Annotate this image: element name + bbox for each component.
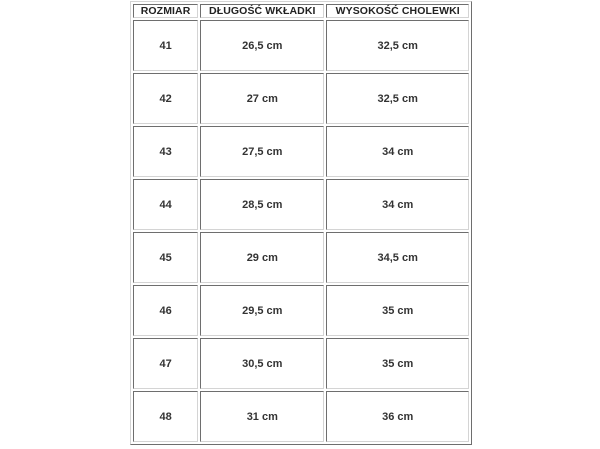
- table-row: [133, 232, 469, 283]
- cell-size: 48: [133, 391, 198, 442]
- cell-insole-length: 27 cm: [200, 73, 324, 124]
- cell-shaft-height: 35 cm: [326, 285, 469, 336]
- cell-shaft-height: 35 cm: [326, 338, 469, 389]
- cell-size: 47: [133, 338, 198, 389]
- cell-size: 44: [133, 179, 198, 230]
- cell-size: 41: [133, 20, 198, 71]
- cell-size: 45: [133, 232, 198, 283]
- cell-insole-length: 30,5 cm: [200, 338, 324, 389]
- table-row: [133, 391, 469, 442]
- table-row: [133, 73, 469, 124]
- cell-insole-length: 29,5 cm: [200, 285, 324, 336]
- cell-shaft-height: 36 cm: [326, 391, 469, 442]
- table-header-row: [133, 4, 469, 18]
- cell-insole-length: 28,5 cm: [200, 179, 324, 230]
- cell-shaft-height: 32,5 cm: [326, 73, 469, 124]
- cell-insole-length: 29 cm: [200, 232, 324, 283]
- cell-insole-length: 26,5 cm: [200, 20, 324, 71]
- cell-shaft-height: 34 cm: [326, 126, 469, 177]
- cell-shaft-height: 34 cm: [326, 179, 469, 230]
- cell-size: 46: [133, 285, 198, 336]
- cell-insole-length: 27,5 cm: [200, 126, 324, 177]
- cell-insole-length: 31 cm: [200, 391, 324, 442]
- table-row: [133, 126, 469, 177]
- size-chart-table: [130, 1, 472, 445]
- header-shaft-height: WYSOKOŚĆ CHOLEWKI: [326, 4, 469, 18]
- cell-shaft-height: 32,5 cm: [326, 20, 469, 71]
- table-row: [133, 285, 469, 336]
- table-row: [133, 20, 469, 71]
- table-row: [133, 338, 469, 389]
- table-row: [133, 179, 469, 230]
- header-insole-length: DŁUGOŚĆ WKŁADKI: [200, 4, 324, 18]
- cell-shaft-height: 34,5 cm: [326, 232, 469, 283]
- header-size: ROZMIAR: [133, 4, 198, 18]
- cell-size: 42: [133, 73, 198, 124]
- cell-size: 43: [133, 126, 198, 177]
